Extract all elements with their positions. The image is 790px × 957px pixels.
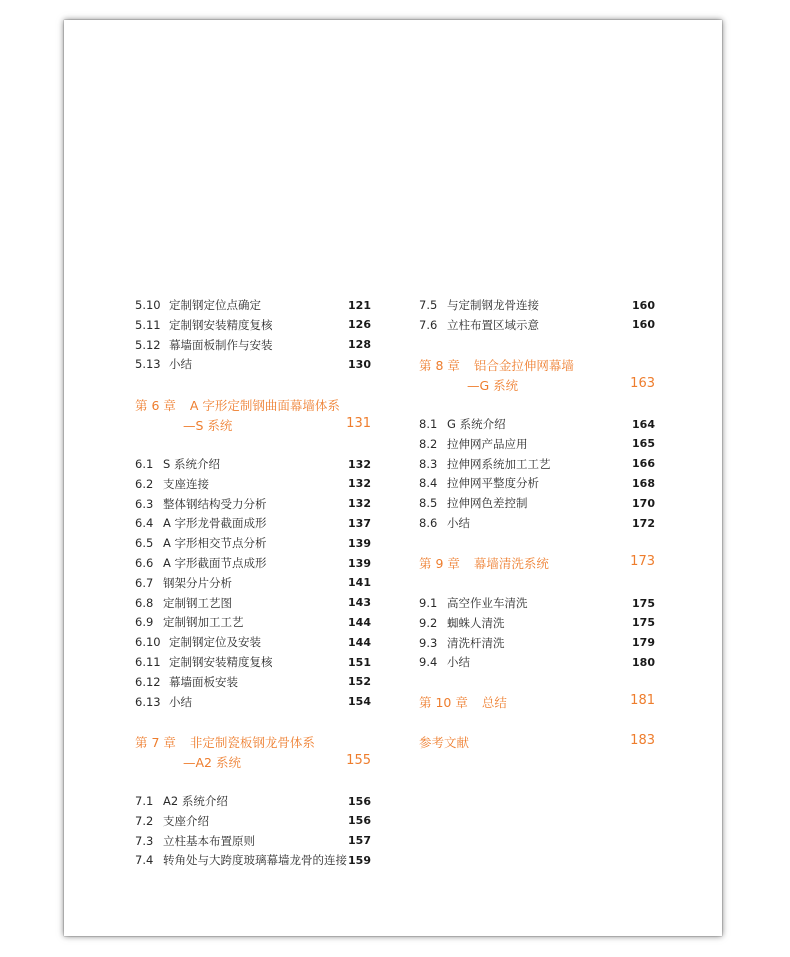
section-number: 5.12 (135, 337, 161, 352)
page-number: 151 (348, 655, 371, 669)
toc-entry (135, 831, 371, 851)
chapter-page-number: 173 (630, 554, 655, 569)
section-title: 整体钢结构受力分析 (163, 496, 267, 511)
toc-entry (419, 633, 655, 653)
toc-entry (135, 612, 371, 632)
section-number: 7.4 (135, 853, 154, 868)
section-title: 支座连接 (163, 476, 209, 491)
section-title: 定制钢安装精度复核 (169, 655, 273, 669)
chapter-heading (419, 554, 655, 574)
page-number: 130 (348, 357, 371, 371)
toc-entry (135, 692, 371, 712)
page-number: 144 (348, 635, 371, 649)
section-number: 6.4 (135, 516, 154, 531)
page-number: 168 (632, 476, 655, 490)
section-title: A2 系统介绍 (163, 794, 228, 808)
page-number: 132 (348, 497, 371, 511)
section-number: 6.2 (135, 476, 154, 491)
toc-entry (419, 593, 655, 613)
chapter-title: 总结 (481, 695, 507, 710)
section-title: A 字形龙骨截面成形 (163, 516, 267, 531)
section-title: 钢架分片分析 (163, 575, 232, 590)
section-number: 5.11 (135, 317, 161, 332)
page-number: 139 (348, 536, 371, 550)
toc-entry (135, 593, 371, 613)
toc-entry (419, 315, 655, 335)
section-title: 清洗杆清洗 (447, 635, 505, 650)
page-number: 157 (348, 834, 371, 848)
chapter-title: 铝合金拉伸网幕墙 (473, 358, 574, 373)
section-title: 定制钢定位点确定 (169, 298, 261, 312)
section-number: 7.6 (419, 317, 438, 332)
toc-entry (135, 494, 371, 514)
section-title: 小结 (169, 357, 192, 372)
chapter-label: 第 10 章 (419, 695, 468, 710)
section-title: 立柱布置区域示意 (447, 317, 539, 332)
section-number: 5.13 (135, 357, 161, 372)
page-number: 180 (632, 655, 655, 669)
section-title: A 字形截面节点成形 (163, 556, 267, 570)
toc-entry (135, 652, 371, 672)
chapter-page-number: 163 (630, 376, 655, 391)
section-number: 6.1 (135, 457, 154, 471)
page-number: 132 (348, 477, 371, 491)
toc-entry (135, 533, 371, 553)
page-number: 141 (348, 576, 371, 590)
chapter-subtitle: —A2 系统 (183, 755, 241, 770)
section-number: 7.5 (419, 298, 438, 312)
section-title: 幕墙面板安装 (169, 674, 238, 689)
section-title: 小结 (447, 655, 470, 670)
page-number: 152 (348, 675, 371, 689)
page-number: 132 (348, 457, 371, 471)
chapter-subtitle: —S 系统 (183, 418, 233, 433)
toc-entry (135, 295, 371, 315)
section-number: 9.2 (419, 615, 438, 630)
chapter-title: 非定制瓷板钢龙骨体系 (189, 735, 315, 750)
section-number: 9.1 (419, 596, 438, 610)
section-title: 拉伸网平整度分析 (447, 476, 539, 491)
section-title: G 系统介绍 (447, 417, 506, 431)
section-number: 9.3 (419, 635, 438, 650)
chapter-label: 第 8 章 (419, 358, 460, 373)
chapter-page-number: 155 (346, 753, 371, 768)
section-title: 与定制钢龙骨连接 (447, 298, 539, 312)
section-number: 6.12 (135, 674, 161, 689)
page-number: 156 (348, 814, 371, 828)
section-number: 7.1 (135, 794, 154, 808)
section-title: 幕墙面板制作与安装 (169, 337, 273, 352)
toc-entry (419, 295, 655, 315)
chapter-title: 幕墙清洗系统 (473, 556, 549, 571)
section-number: 7.3 (135, 833, 154, 848)
page-number: 154 (348, 695, 371, 709)
toc-entry (135, 454, 371, 474)
section-title: 蜘蛛人清洗 (447, 615, 505, 630)
chapter-subtitle: —G 系统 (467, 378, 519, 393)
toc-entry (419, 652, 655, 672)
section-number: 8.6 (419, 516, 438, 530)
section-number: 6.10 (135, 635, 161, 650)
page-number: 160 (632, 318, 655, 332)
document-page (64, 20, 722, 936)
references-heading (419, 733, 655, 753)
section-title: A 字形相交节点分析 (163, 536, 267, 551)
chapter-line (135, 733, 315, 751)
chapter-line (419, 554, 549, 572)
section-title: 拉伸网产品应用 (447, 436, 528, 451)
section-number: 5.10 (135, 298, 161, 312)
section-number: 8.1 (419, 417, 438, 431)
section-title: 小结 (447, 516, 470, 530)
chapter-label: 第 7 章 (135, 735, 176, 750)
section-title: 定制钢安装精度复核 (169, 317, 273, 332)
page-number: 175 (632, 616, 655, 630)
section-number: 6.5 (135, 536, 154, 551)
references-title: 参考文献 (419, 735, 470, 750)
chapter-page-number: 181 (630, 693, 655, 708)
chapter-title: A 字形定制钢曲面幕墙体系 (189, 398, 340, 413)
section-number: 6.3 (135, 496, 154, 511)
chapter-label: 第 6 章 (135, 398, 176, 413)
toc-entry (135, 553, 371, 573)
section-title: 定制钢加工工艺 (163, 615, 244, 630)
page-number: 175 (632, 596, 655, 610)
page-number: 179 (632, 636, 655, 650)
toc-entry (135, 315, 371, 335)
page-number: 164 (632, 417, 655, 431)
section-title: 拉伸网色差控制 (447, 496, 528, 511)
toc-entry (135, 474, 371, 494)
toc-entry (419, 434, 655, 454)
section-title: 支座介绍 (163, 813, 209, 828)
section-number: 8.2 (419, 436, 438, 451)
section-title: 转角处与大跨度玻璃幕墙龙骨的连接 (163, 853, 347, 868)
section-title: S 系统介绍 (163, 457, 220, 471)
chapter-line (419, 693, 507, 711)
page-number: 165 (632, 437, 655, 451)
page-number: 139 (348, 556, 371, 570)
toc-entry (135, 513, 371, 533)
page-number: 121 (348, 298, 371, 312)
section-number: 8.5 (419, 496, 438, 511)
chapter-heading (135, 396, 371, 436)
section-title: 拉伸网系统加工工艺 (447, 456, 551, 471)
chapter-line (419, 356, 574, 374)
toc-entry (135, 811, 371, 831)
chapter-subtitle-line (183, 416, 232, 434)
section-number: 8.4 (419, 476, 438, 491)
section-number: 6.8 (135, 595, 154, 610)
page-number: 166 (632, 457, 655, 471)
section-number: 7.2 (135, 813, 154, 828)
toc-entry (419, 454, 655, 474)
section-number: 6.7 (135, 575, 154, 590)
section-number: 6.6 (135, 556, 154, 570)
section-number: 8.3 (419, 456, 438, 471)
toc-entry (135, 850, 371, 870)
page-number: 159 (348, 853, 371, 867)
chapter-page-number: 131 (346, 416, 371, 431)
chapter-heading (419, 356, 655, 396)
page-number: 137 (348, 516, 371, 530)
page-number: 160 (632, 298, 655, 312)
chapter-line (135, 396, 340, 414)
chapter-subtitle-line (183, 753, 241, 771)
section-number: 6.11 (135, 655, 161, 669)
page-number: 143 (348, 596, 371, 610)
toc-entry (135, 573, 371, 593)
page-number: 144 (348, 615, 371, 629)
section-title: 立柱基本布置原则 (163, 833, 255, 848)
chapter-heading (419, 693, 655, 713)
section-number: 6.9 (135, 615, 154, 630)
page-number: 172 (632, 516, 655, 530)
section-number: 9.4 (419, 655, 438, 670)
chapter-subtitle-line (467, 376, 518, 394)
toc-entry (419, 414, 655, 434)
page-number: 170 (632, 496, 655, 510)
toc-entry (135, 632, 371, 652)
section-title: 定制钢工艺图 (163, 595, 232, 610)
toc-entry (135, 672, 371, 692)
toc-entry (419, 473, 655, 493)
chapter-label: 第 9 章 (419, 556, 460, 571)
toc-entry (135, 791, 371, 811)
page-number: 156 (348, 794, 371, 808)
section-title: 定制钢定位及安装 (169, 635, 261, 650)
toc-entry (419, 513, 655, 533)
toc-entry (135, 354, 371, 374)
section-title: 高空作业车清洗 (447, 596, 528, 610)
section-title: 小结 (169, 694, 192, 709)
toc-entry (419, 493, 655, 513)
toc-entry (135, 335, 371, 355)
page-number: 128 (348, 338, 371, 352)
chapter-heading (135, 733, 371, 773)
section-number: 6.13 (135, 694, 161, 709)
page-number: 126 (348, 318, 371, 332)
references-page-number: 183 (630, 733, 655, 748)
toc-entry (419, 613, 655, 633)
